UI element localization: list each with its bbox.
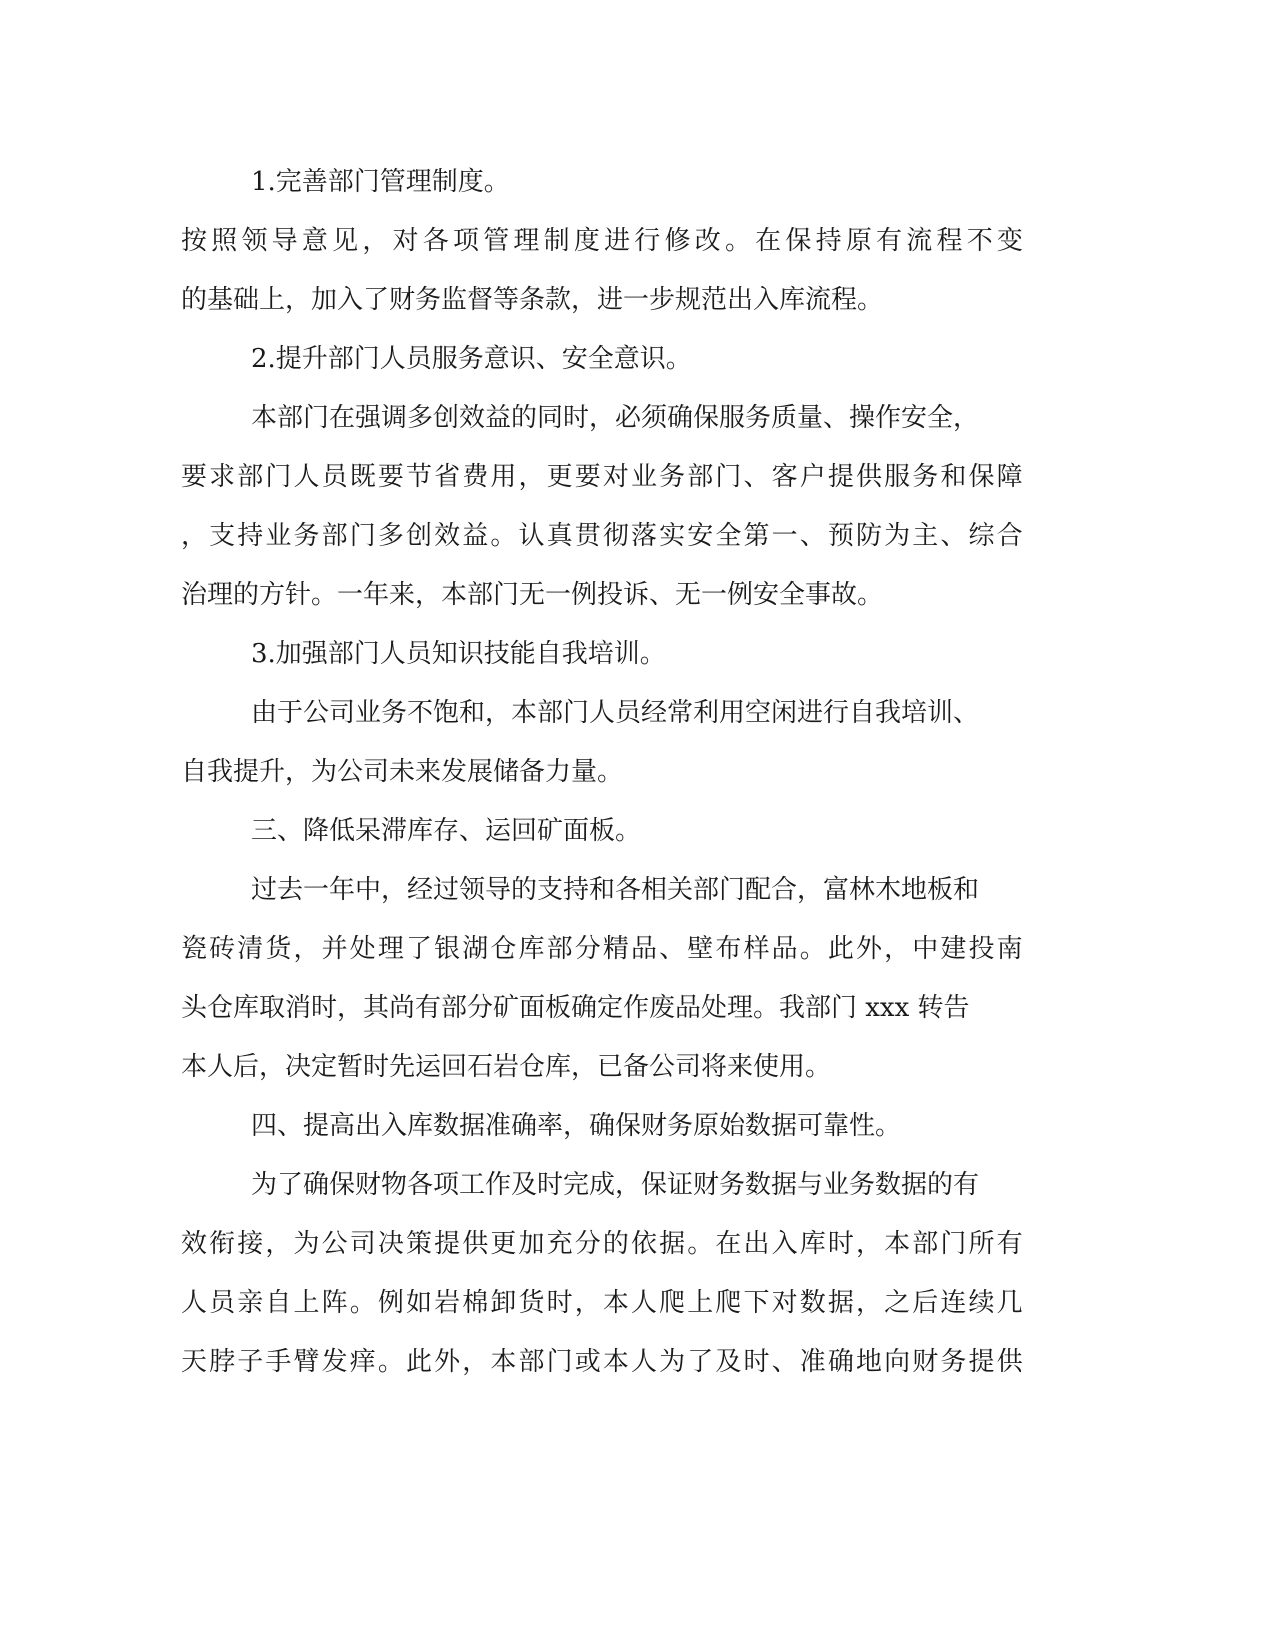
body-line: 的基础上，加入了财务监督等条款，进一步规范出入库流程。	[181, 285, 884, 315]
body-line: 治理的方针。一年来，本部门无一例投诉、无一例安全事故。	[181, 580, 884, 610]
body-line: 按 照 领 导 意 见 ， 对 各 项 管 理 制 度 进 行 修 改 。 在 保 持 原 有 流 程 不 变	[181, 226, 1023, 256]
body-line: ， 支 持 业 务 部 门 多 创 效 益 。 认 真 贯 彻 落 实 安 全 第 一 、 预 防 为 主 、 综 合	[181, 521, 1023, 551]
heading-line: 四、提高出入库数据准确率，确保财务原始数据可靠性。	[251, 1111, 902, 1141]
heading-line: 1.完善部门管理制度。	[251, 167, 510, 197]
body-line: 人 员 亲 自 上 阵 。 例 如 岩 棉 卸 货 时 ， 本 人 爬 上 爬 下 对 数 据 ， 之 后 连 续 几	[181, 1288, 1023, 1318]
body-line: 由于公司业务不饱和，本部门人员经常利用空闲进行自我培训、	[251, 698, 980, 728]
body-line: 头仓库取消时，其尚有部分矿面板确定作废品处理。我部门 xxx 转告	[181, 993, 970, 1023]
heading-line: 3.加强部门人员知识技能自我培训。	[251, 639, 666, 669]
body-line: 过去一年中，经过领导的支持和各相关部门配合，富林木地板和	[251, 875, 980, 905]
body-line: 要 求 部 门 人 员 既 要 节 省 费 用 ， 更 要 对 业 务 部 门 、 客 户 提 供 服 务 和 保 障	[181, 462, 1023, 492]
heading-line: 三、降低呆滞库存、运回矿面板。	[251, 816, 642, 846]
heading-line: 2.提升部门人员服务意识、安全意识。	[251, 344, 692, 374]
body-line: 本部门在强调多创效益的同时，必须确保服务质量、操作安全，	[251, 403, 980, 433]
body-line: 本人后，决定暂时先运回石岩仓库，已备公司将来使用。	[181, 1052, 832, 1082]
body-line: 效 衔 接 ， 为 公 司 决 策 提 供 更 加 充 分 的 依 据 。 在 出 入 库 时 ， 本 部 门 所 有	[181, 1229, 1023, 1259]
body-line: 自我提升，为公司未来发展储备力量。	[181, 757, 624, 787]
body-line: 为了确保财物各项工作及时完成，保证财务数据与业务数据的有	[251, 1170, 980, 1200]
body-line: 天 脖 子 手 臂 发 痒 。 此 外 ， 本 部 门 或 本 人 为 了 及 时 、 准 确 地 向 财 务 提 供	[181, 1347, 1023, 1377]
body-line: 瓷 砖 清 货 ， 并 处 理 了 银 湖 仓 库 部 分 精 品 、 壁 布 样 品 。 此 外 ， 中 建 投 南	[181, 934, 1023, 964]
